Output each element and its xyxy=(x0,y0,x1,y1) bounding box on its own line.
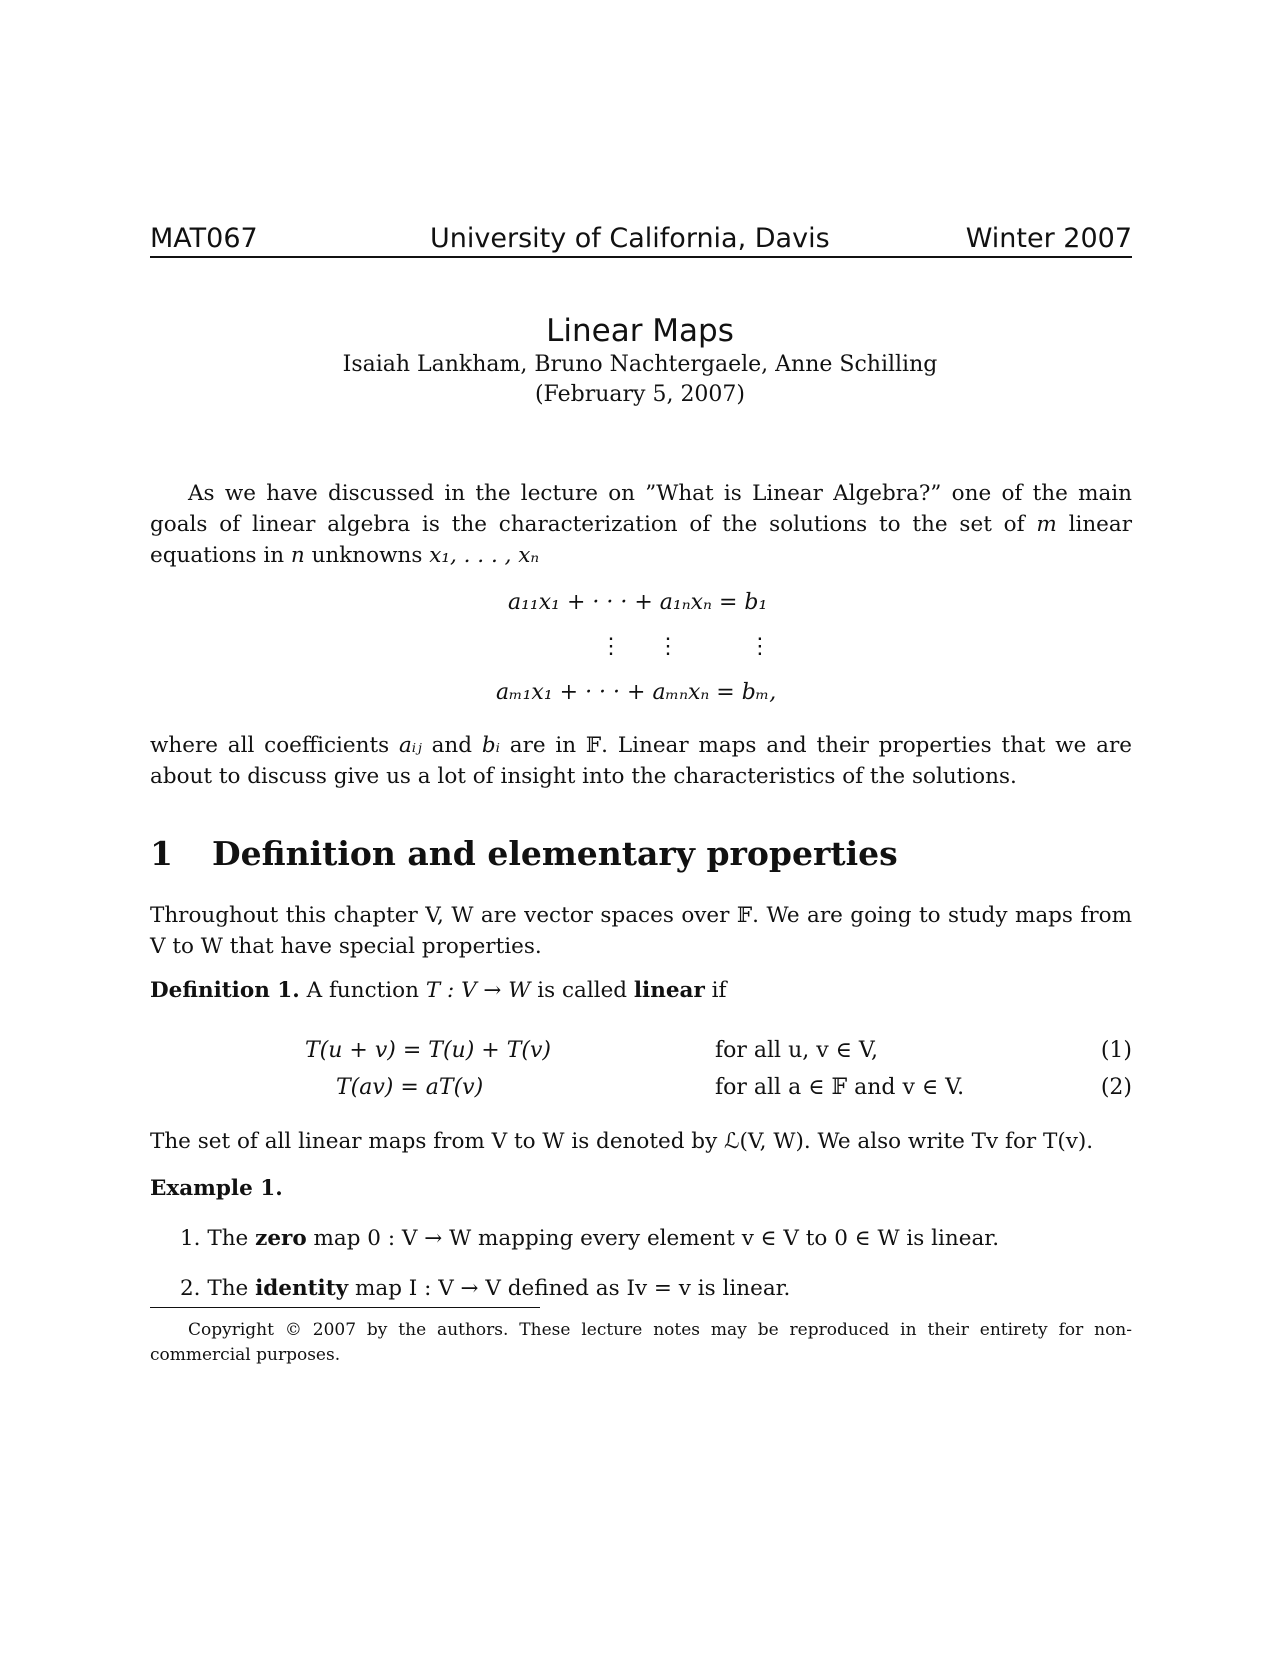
coefficients-paragraph: where all coefficients aᵢⱼ and bᵢ are in 𝔽. Linear maps and their properties that we are about to discuss give us a lot of insight into the characteristics of the solutions. xyxy=(150,733,1132,789)
definition-1: Definition 1. A function T : V → W is called linear if xyxy=(150,978,727,1003)
document-date: (February 5, 2007) xyxy=(534,382,746,407)
equation-number: (2) xyxy=(1100,1075,1132,1100)
section-heading xyxy=(150,834,898,873)
list-item: 2. The identity map I : V → V defined as Iv = v is linear. xyxy=(180,1276,791,1301)
equation-lhs: T(u + v) = T(u) + T(v) xyxy=(305,1038,551,1063)
equation-condition: for all u, v ∈ V, xyxy=(715,1038,878,1063)
equation-lhs: T(av) = aT(v) xyxy=(336,1075,484,1100)
running-header xyxy=(150,222,1132,258)
document-title: Linear Maps xyxy=(546,313,734,349)
term: Winter 2007 xyxy=(965,223,1132,254)
list-item: 1. The zero map 0 : V → W mapping every element v ∈ V to 0 ∈ W is linear. xyxy=(180,1226,1000,1251)
course-code: MAT067 xyxy=(150,223,258,254)
equation-condition: for all a ∈ 𝔽 and v ∈ V. xyxy=(715,1075,965,1100)
intro-paragraph: As we have discussed in the lecture on ”What is Linear Algebra?” one of the main goals of linear algebra is the characterization of the solutions to the set of m linear equations in n unknowns x₁, . . . , xₙ xyxy=(150,481,1132,568)
section-number: 1 xyxy=(150,834,173,873)
example-heading: Example 1. xyxy=(150,1176,283,1201)
equation-row-1: a₁₁x₁ + · · · + a₁ₙxₙ = b₁ xyxy=(508,590,768,615)
equation-dots: ⋮ ⋮ ⋮ xyxy=(600,634,771,659)
section-title: Definition and elementary properties xyxy=(212,834,898,873)
equation-number: (1) xyxy=(1100,1038,1132,1063)
footnote-rule xyxy=(150,1307,540,1308)
section-intro-paragraph: Throughout this chapter V, W are vector spaces over 𝔽. We are going to study maps from V to W that have special properties. xyxy=(150,903,1132,959)
copyright-footnote: Copyright © 2007 by the authors. These lecture notes may be reproduced in their entirety for non-commercial purposes. xyxy=(150,1320,1132,1365)
equation-row-m: aₘ₁x₁ + · · · + aₘₙxₙ = bₘ, xyxy=(496,680,777,705)
authors: Isaiah Lankham, Bruno Nachtergaele, Anne Schilling xyxy=(342,352,938,377)
university-name: University of California, Davis xyxy=(430,223,830,254)
linear-maps-set-paragraph: The set of all linear maps from V to W is denoted by ℒ(V, W). We also write Tv for T(v). xyxy=(150,1129,1094,1154)
